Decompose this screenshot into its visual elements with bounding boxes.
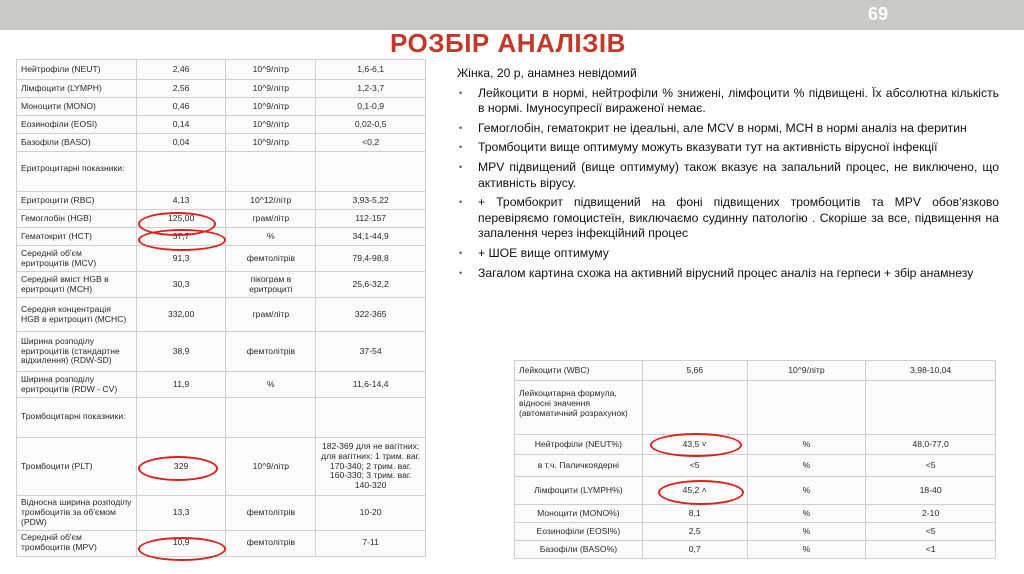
test-ref: 182-369 для не вагітних; для вагітних: 1 трим. ваг. 170-340; 2 трим. ваг. 160-330; 3 трим. ваг. 140-320 (316, 438, 426, 496)
test-unit: % (747, 455, 866, 477)
test-unit: фемтолітрів (226, 246, 316, 272)
test-unit: фемтолітрів (226, 332, 316, 372)
test-value: 45,2 ˄ (642, 477, 747, 505)
test-ref: <1 (866, 541, 996, 559)
right-lab-table (514, 360, 996, 559)
test-unit: % (747, 505, 866, 523)
test-name: Еозинофіли (EOSI%) (515, 523, 643, 541)
test-value: 329 (136, 438, 226, 496)
section-row (17, 398, 426, 438)
table-row (17, 272, 426, 298)
table-row (515, 523, 996, 541)
test-name: Відносна ширина розподілу тромбоцитів за об'ємом (PDW) (17, 496, 137, 531)
note-item: • Тромбоцити вище оптимуму можуть вказувати тут на активність вірусної інфекції (478, 140, 999, 156)
test-value: 0,46 (136, 98, 226, 116)
test-unit: 10^9/літр (747, 361, 866, 381)
section-heading: Еритроцитарні показники: (17, 152, 137, 192)
test-ref: 37-54 (316, 332, 426, 372)
table-row (17, 298, 426, 332)
test-unit: 10^9/літр (226, 98, 316, 116)
test-ref: 11,6-14,4 (316, 372, 426, 398)
table-row (17, 246, 426, 272)
table-row (17, 192, 426, 210)
test-name: в т.ч. Паличкоядерні (515, 455, 643, 477)
test-unit: % (747, 477, 866, 505)
test-ref: 322-365 (316, 298, 426, 332)
test-value: 0,04 (136, 134, 226, 152)
test-ref: 3,98-10,04 (866, 361, 996, 381)
table-row (17, 438, 426, 496)
notes-list (457, 86, 999, 282)
test-unit: % (226, 228, 316, 246)
analysis-notes (457, 66, 999, 285)
test-ref: 0,1-0,9 (316, 98, 426, 116)
test-name: Моноцити (MONO%) (515, 505, 643, 523)
test-value: 91,3 (136, 246, 226, 272)
highlight-ring-mpv (138, 537, 226, 561)
test-name: Лімфоцити (LYMPH%) (515, 477, 643, 505)
table-row (515, 541, 996, 559)
test-value: 2,56 (136, 80, 226, 98)
section-heading: Лейкоцитарна формула, відносні значення (автоматичний розрахунок) (515, 381, 643, 435)
test-ref: 1,2-3,7 (316, 80, 426, 98)
test-name: Ширина розподілу еритроцитів (RDW - CV) (17, 372, 137, 398)
test-ref: 25,6-32,2 (316, 272, 426, 298)
section-heading: Тромбоцитарні показники: (17, 398, 137, 438)
table-row (515, 361, 996, 381)
test-name: Ширина розподілу еритроцитів (стандартне відхилення) (RDW-SD) (17, 332, 137, 372)
test-unit: 10^9/літр (226, 438, 316, 496)
test-unit: грам/літр (226, 298, 316, 332)
test-ref: 34,1-44,9 (316, 228, 426, 246)
test-value: 10,9 (136, 530, 226, 556)
table-row (515, 505, 996, 523)
test-name: Еозинофіли (EOSI) (17, 116, 137, 134)
test-unit: грам/літр (226, 210, 316, 228)
test-value: 2,5 (642, 523, 747, 541)
test-ref: 112-157 (316, 210, 426, 228)
test-ref: 3,93-5,22 (316, 192, 426, 210)
test-value: 125,00 (136, 210, 226, 228)
test-value: 332,00 (136, 298, 226, 332)
table-row (17, 496, 426, 531)
test-ref: <5 (866, 455, 996, 477)
test-value: 0,7 (642, 541, 747, 559)
test-value: 13,3 (136, 496, 226, 531)
note-item: • MPV підвищений (вище оптимуму) також вказує на запальний процес, не виключено, що активність вірусу. (478, 160, 999, 191)
test-name: Лімфоцити (LYMPH) (17, 80, 137, 98)
test-value: 37,7 (136, 228, 226, 246)
test-value: 43,5 ˅ (642, 435, 747, 455)
test-unit: 10^9/літр (226, 80, 316, 98)
section-row (515, 381, 996, 435)
test-name: Середній вміст HGB в еритроциті (MCH) (17, 272, 137, 298)
test-name: Базофіли (BASO) (17, 134, 137, 152)
test-name: Середній об'єм тромбоцитів (MPV) (17, 530, 137, 556)
test-ref: <0,2 (316, 134, 426, 152)
test-ref: <5 (866, 523, 996, 541)
test-unit: фемтолітрів (226, 496, 316, 531)
test-unit: пікограм в еритроциті (226, 272, 316, 298)
test-ref: 2-10 (866, 505, 996, 523)
test-value: 30,3 (136, 272, 226, 298)
test-value: 38,9 (136, 332, 226, 372)
section-row (17, 152, 426, 192)
table-row (17, 116, 426, 134)
highlight-ring-hct (138, 229, 226, 251)
highlight-ring-plt (138, 456, 218, 481)
left-lab-table (16, 59, 426, 557)
test-unit: фемтолітрів (226, 530, 316, 556)
test-unit: % (747, 523, 866, 541)
table-row (17, 134, 426, 152)
note-item: • Лейкоцити в нормі, нейтрофіли % знижені, лімфоцити % підвищені. Їх абсолютна кількість в нормі. Імуносупресії вираженої немає. (478, 86, 999, 117)
test-name: Тромбоцити (PLT) (17, 438, 137, 496)
note-item: • Загалом картина схожа на активний вірусний процес аналіз на герпеси + збір анамнезу (478, 266, 999, 282)
note-item: • + Тромбокрит підвищений на фоні підвищених тромбоцитів та MPV обов'язково перевіряємо гомоцистеїн, виключаємо судинну патологію . Скоріше за все, підвищення на запалення через інфекційний процес (478, 195, 999, 242)
test-value: 0,14 (136, 116, 226, 134)
test-name: Лейкоцити (WBC) (515, 361, 643, 381)
test-unit: % (747, 435, 866, 455)
test-name: Базофіли (BASO%) (515, 541, 643, 559)
test-name: Середній об'єм еритроцитів (MCV) (17, 246, 137, 272)
test-value: 8,1 (642, 505, 747, 523)
test-ref: 10-20 (316, 496, 426, 531)
table-row (17, 372, 426, 398)
test-name: Гемоглобін (HGB) (17, 210, 137, 228)
test-ref: 0,02-0,5 (316, 116, 426, 134)
table-row (515, 435, 996, 455)
test-name: Нейтрофіли (NEUT%) (515, 435, 643, 455)
test-ref: 48,0-77,0 (866, 435, 996, 455)
table-row (17, 60, 426, 80)
test-value: 5,66 (642, 361, 747, 381)
highlight-ring-neut (650, 433, 742, 457)
test-value: 2,46 (136, 60, 226, 80)
table-row (17, 80, 426, 98)
test-unit: 10^12/літр (226, 192, 316, 210)
note-item: • Гемоглобін, гематокрит не ідеальні, але MCV в нормі, MCH в нормі аналіз на феритин (478, 121, 999, 137)
top-bar (0, 0, 1024, 30)
test-ref: 7-11 (316, 530, 426, 556)
note-item: • + ШОЕ вище оптимуму (478, 246, 999, 262)
test-name: Нейтрофіли (NEUT) (17, 60, 137, 80)
test-ref: 1,6-6,1 (316, 60, 426, 80)
table-row (515, 477, 996, 505)
test-ref: 79,4-98,8 (316, 246, 426, 272)
table-row (515, 455, 996, 477)
test-unit: 10^9/літр (226, 60, 316, 80)
table-row (17, 210, 426, 228)
test-ref: 18-40 (866, 477, 996, 505)
test-value: 11,9 (136, 372, 226, 398)
highlight-ring-lymph (658, 480, 744, 505)
test-value: 4,13 (136, 192, 226, 210)
test-unit: % (226, 372, 316, 398)
table-row (17, 98, 426, 116)
test-unit: 10^9/літр (226, 134, 316, 152)
test-name: Гематокрит (HCT) (17, 228, 137, 246)
test-name: Еритроцити (RBC) (17, 192, 137, 210)
test-name: Моноцити (MONO) (17, 98, 137, 116)
page-number: 69 (867, 4, 888, 24)
slide-title: РОЗБІР АНАЛІЗІВ (390, 28, 626, 58)
patient-intro: Жінка, 20 р, анамнез невідомий (457, 66, 637, 80)
test-unit: 10^9/літр (226, 116, 316, 134)
table-row (17, 332, 426, 372)
test-value: <5 (642, 455, 747, 477)
test-unit: % (747, 541, 866, 559)
test-name: Середня концентрація HGB в еритроциті (MCHC) (17, 298, 137, 332)
